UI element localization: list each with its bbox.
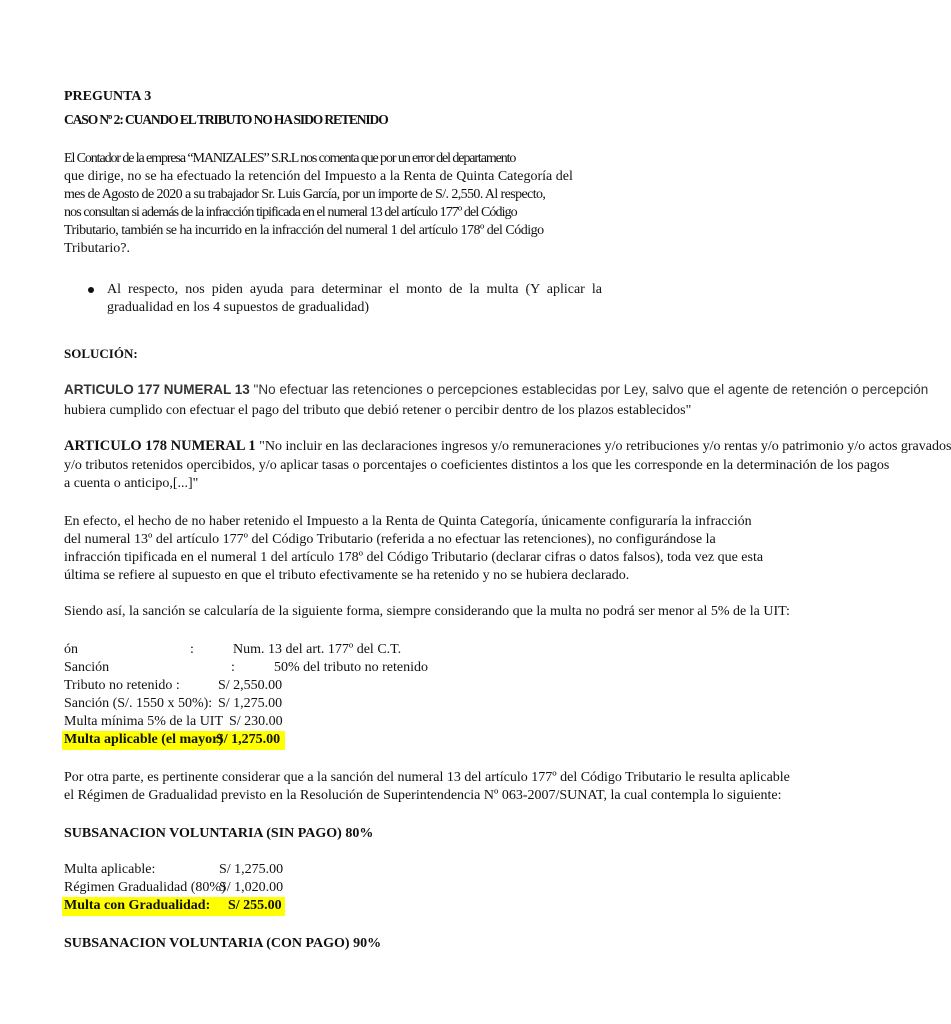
calculation-intro: Siendo así, la sanción se calcularía de la siguiente forma, siempre considerando que la multa no podrá ser menor al 5% de la UIT: [64,604,790,619]
calc-label: Sanción (S/. 1550 x 50%): [64,696,213,711]
bullet-line: Al respecto, nos piden ayuda para determinar el monto de la multa (Y aplicar la [107,282,602,297]
intro-line: Tributario, también se ha incurrido en la infracción del numeral 1 del artículo 178º del Código [64,223,544,238]
intro-line: que dirige, no se ha efectuado la retención del Impuesto a la Renta de Quinta Categoría del [64,169,573,184]
calc-label: ón [64,642,78,657]
article-178-line: a cuenta o anticipo,[...]" [64,476,199,491]
intro-line: mes de Agosto de 2020 a su trabajador Sr. Luis García, por un importe de S/. 2,550. Al respecto, [64,187,546,202]
section-title: SUBSANACION VOLUNTARIA (SIN PAGO) 80% [64,826,374,841]
article-177-text: "No efectuar las retenciones o percepciones establecidas por Ley, salvo que el agente de retención o percepción [249,382,929,397]
section-title: SUBSANACION VOLUNTARIA (CON PAGO) 90% [64,936,382,951]
calc-label: Régimen Gradualidad (80%) [64,880,226,895]
calc-result-value: S/ 255.00 [228,898,282,913]
calc-value: Num. 13 del art. 177º del C.T. [233,642,402,657]
calc-value: S/ 230.00 [229,714,283,729]
article-178-text: "No incluir en las declaraciones ingresos y/o remuneraciones y/o retribuciones y/o rentas y/o patrimonio y/o actos gravados [255,439,951,454]
intro-line: Tributario?. [64,241,130,256]
calc-label: Multa aplicable: [64,862,156,877]
bullet-icon [88,287,94,293]
calc-value: S/ 2,550.00 [218,678,283,693]
calc-result-row [62,731,285,750]
bullet-line: gradualidad en los 4 supuestos de gradualidad) [107,300,370,315]
case-title: CASO Nº 2: CUANDO EL TRIBUTO NO HA SIDO RETENIDO [64,112,388,127]
intro-line: El Contador de la empresa “MANIZALES” S.R.L nos comenta que por un error del departamento [64,151,516,166]
effect-line: última se refiere al supuesto en que el tributo efectivamente se ha retenido y no se hubiera declarado. [64,568,630,583]
calc-label: Sanción [64,660,110,675]
effect-line: del numeral 13º del artículo 177º del Código Tributario (referida a no efectuar las retenciones), no configurándose la [64,532,716,547]
calc-result-row [62,897,285,916]
question-heading: PREGUNTA 3 [64,89,152,104]
article-177-line: hubiera cumplido con efectuar el pago del tributo que debió retener o percibir dentro de los plazos establecidos" [64,403,692,418]
calc-value: S/ 1,275.00 [218,696,283,711]
calc-label: Multa mínima 5% de la UIT [64,714,224,729]
calc-label: Tributo no retenido : [64,678,180,693]
article-178-line [64,437,951,456]
calc-result-label: Multa aplicable (el mayor) [64,732,224,747]
calc-value: S/ 1,275.00 [219,862,284,877]
calc-separator: : [190,642,194,657]
article-178-label: ARTICULO 178 NUMERAL 1 [64,438,256,454]
article-177-line [64,381,929,399]
calc-result-label: Multa con Gradualidad: [64,898,211,913]
calc-result-value: S/ 1,275.00 [216,732,281,747]
calc-value: 50% del tributo no retenido [274,660,428,675]
gradualidad-line: el Régimen de Gradualidad previsto en la Resolución de Superintendencia Nº 063-2007/SUNAT, la cual contempla lo siguiente: [64,788,782,803]
effect-line: infracción tipificada en el numeral 1 del artículo 178º del Código Tributario (declarar cifras o datos falsos), toda vez que esta [64,550,764,565]
calc-separator: : [231,660,235,675]
intro-line: nos consultan si además de la infracción tipificada en el numeral 13 del artículo 177º del Código [64,205,517,220]
solution-label: SOLUCIÓN: [64,346,138,361]
gradualidad-line: Por otra parte, es pertinente considerar que a la sanción del numeral 13 del artículo 177º del Código Tributario le resulta aplicable [64,770,790,785]
calc-value: S/ 1,020.00 [219,880,284,895]
article-178-line: y/o tributos retenidos opercibidos, y/o aplicar tasas o porcentajes o coeficientes distintos a los que les corresponde en la determinación de los pagos [64,458,890,473]
article-177-label: ARTICULO 177 NUMERAL 13 [64,382,250,397]
effect-line: En efecto, el hecho de no haber retenido el Impuesto a la Renta de Quinta Categoría, únicamente configuraría la infracción [64,514,752,529]
